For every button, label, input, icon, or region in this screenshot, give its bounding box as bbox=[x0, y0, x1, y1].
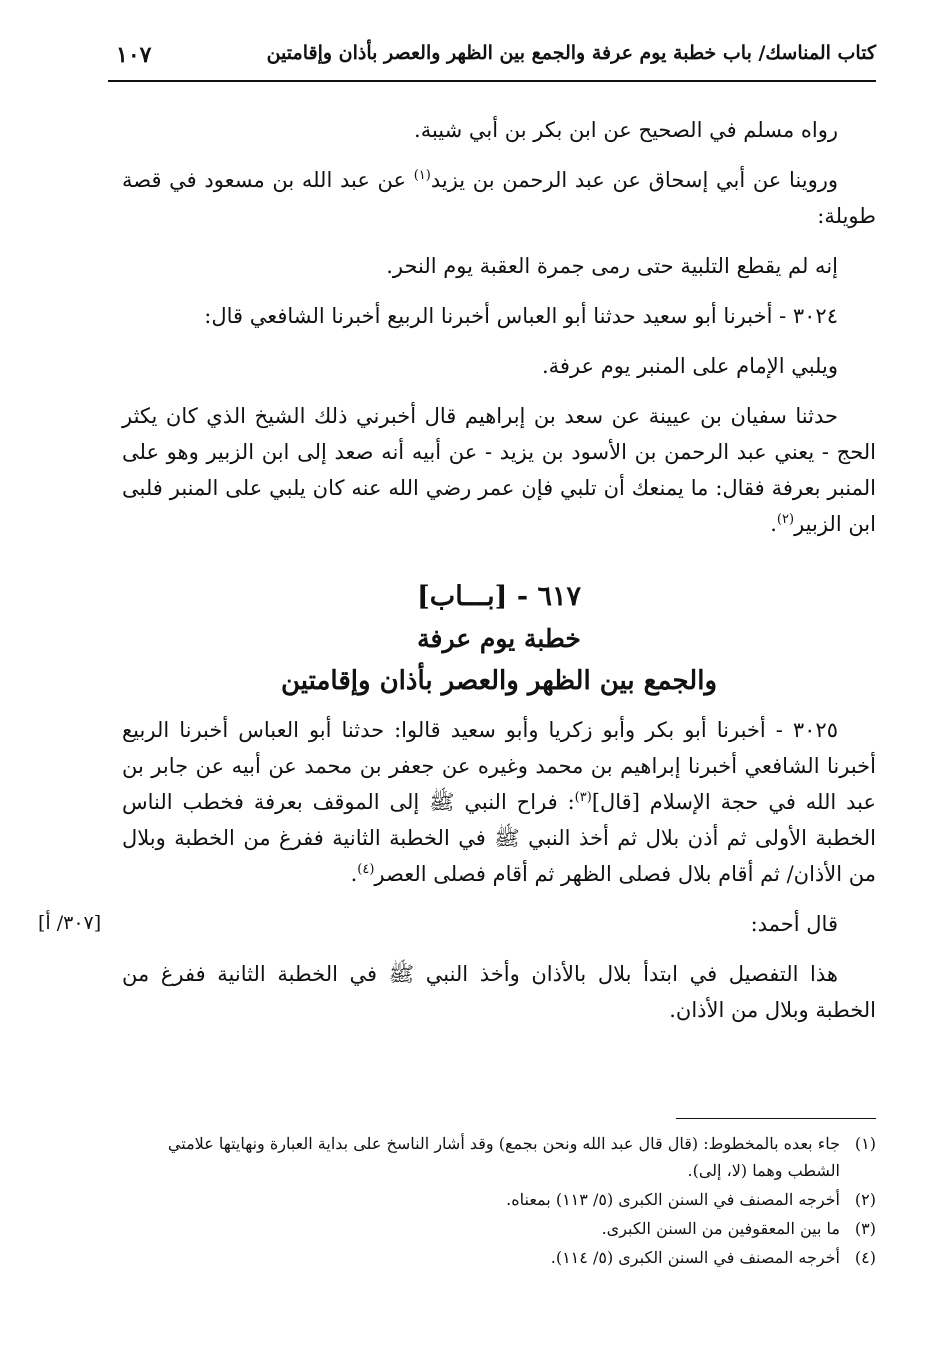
chapter-subtitle: والجمع بين الظهر والعصر بأذان وإقامتين bbox=[280, 666, 718, 696]
footnote-ref: (٢) bbox=[776, 512, 795, 527]
footnote-number: (١) bbox=[854, 1134, 876, 1153]
hadith-paragraph: ٣٠٢٤ - أخبرنا أبو سعيد حدثنا أبو العباس أخبرنا الربيع أخبرنا الشافعي قال: bbox=[204, 304, 838, 328]
paragraph: قال أحمد: bbox=[750, 912, 838, 936]
hadith-paragraph: ٣٠٢٥ - أخبرنا أبو بكر وأبو زكريا وأبو سعيد قالوا: حدثنا أبو العباس أخبرنا الربيع أخبرنا الشافعي أخبرنا إبراهيم بن محمد وغيره عن جعفر بن محمد عن أبيه عن جابر بن عبد الله في حجة الإسلام [قال]$^{(٣)}$: فراح النبي ﷺ إلى الموقف بعرفة فخطب الناس الخطبة الأولى ثم أذن بلال ثم أخذ النبي ﷺ في الخطبة الثانية ففرغ من الخطبة وبلال من الأذان/ ثم أقام بلال فصلى الظهر ثم أقام فصلى العصر$^{(٤)}$. bbox=[122, 718, 876, 886]
running-head: كتاب المناسك/ باب خطبة يوم عرفة والجمع بين الظهر والعصر بأذان وإقامتين bbox=[266, 42, 876, 64]
page-number: ١٠٧ bbox=[116, 42, 152, 68]
footnote-ref: (٣) bbox=[574, 790, 592, 805]
paragraph: هذا التفصيل في ابتدأ بلال بالأذان وأخذ النبي ﷺ في الخطبة الثانية ففرغ من الخطبة وبلال من الأذان. bbox=[122, 962, 876, 1022]
paragraph: وروينا عن أبي إسحاق عن عبد الرحمن بن يزيد$^{(١)}$ عن عبد الله بن مسعود في قصة طويلة: bbox=[122, 168, 876, 228]
footnote-ref: (١) bbox=[413, 168, 431, 183]
footnote-number: (٤) bbox=[854, 1248, 876, 1267]
footnote-divider bbox=[676, 1118, 876, 1119]
main-text bbox=[122, 112, 876, 1042]
footnote-number: (٢) bbox=[854, 1190, 876, 1209]
chapter-heading bbox=[122, 576, 876, 702]
footnote: (٣) ما بين المعقوفين من السنن الكبرى. bbox=[112, 1215, 876, 1242]
paragraph: إنه لم يقطع التلبية حتى رمى جمرة العقبة يوم النحر. bbox=[386, 254, 838, 278]
paragraph: حدثنا سفيان بن عيينة عن سعد بن إبراهيم قال أخبرني ذلك الشيخ الذي كان يكثر الحج - يعني عبد الرحمن بن الأسود بن يزيد - عن أبيه أنه صعد إلى ابن الزبير وهو على المنبر بعرفة فقال: ما يمنعك أن تلبي فإن عمر رضي الله عنه كان يلبي على المنبر فلبى ابن الزبير$^{(٢)}$. bbox=[122, 404, 876, 536]
chapter-subtitle: خطبة يوم عرفة bbox=[417, 624, 581, 653]
footnote-ref: (٤) bbox=[357, 862, 375, 877]
page-header bbox=[108, 38, 876, 82]
footnote: (١) جاء بعده بالمخطوط: (قال قال عبد الله ونحن بجمع) وقد أشار الناسخ على بداية العبارة ونهايتها علامتي الشطب وهما (لا، إلى). bbox=[112, 1130, 876, 1184]
chapter-title: ٦١٧ - [بـــاب] bbox=[417, 581, 581, 612]
footnotes bbox=[112, 1130, 876, 1273]
paragraph: ويلبي الإمام على المنبر يوم عرفة. bbox=[541, 354, 838, 378]
paragraph: رواه مسلم في الصحيح عن ابن بكر بن أبي شيبة. bbox=[414, 118, 838, 142]
footnote: (٤) أخرجه المصنف في السنن الكبرى (٥/ ١١٤). bbox=[112, 1244, 876, 1271]
footnote-number: (٣) bbox=[854, 1219, 876, 1238]
footnote: (٢) أخرجه المصنف في السنن الكبرى (٥/ ١١٣) بمعناه. bbox=[112, 1186, 876, 1213]
manuscript-folio-note: [٣٠٧/ أ] bbox=[38, 912, 102, 934]
